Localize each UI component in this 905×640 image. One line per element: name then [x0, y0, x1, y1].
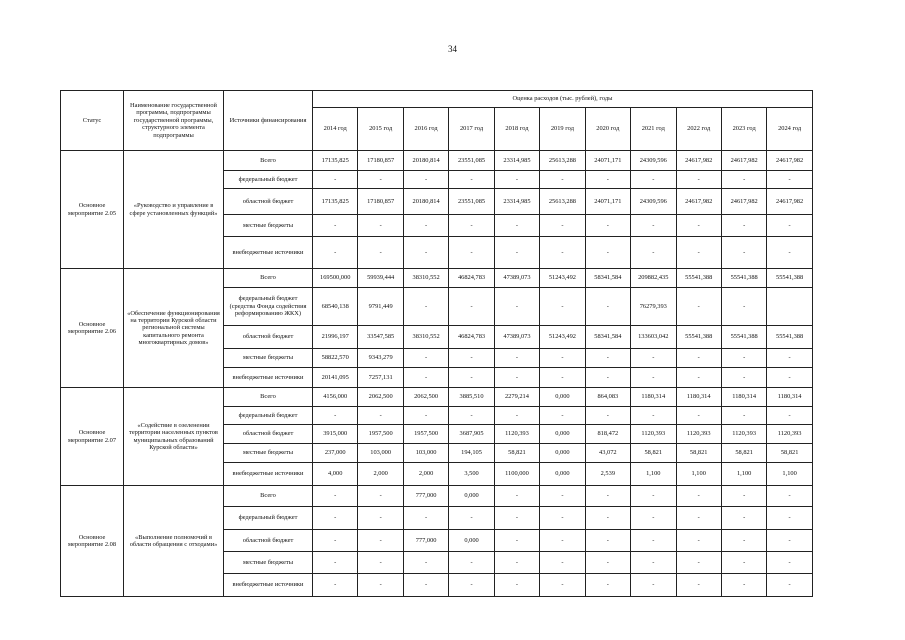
value-cell: - [721, 507, 766, 530]
value-cell: 38310,552 [403, 326, 448, 349]
header-name: Наименование государственной программы, подпрограммы государственной программы, структурного элемента подпрограммы [124, 91, 224, 151]
value-cell: 58,821 [676, 444, 721, 463]
value-cell: - [585, 507, 630, 530]
value-cell: - [403, 171, 448, 189]
value-cell: - [494, 288, 539, 326]
value-cell: - [631, 215, 676, 237]
value-cell: 0,000 [540, 425, 585, 444]
header-year: 2019 год [540, 108, 585, 151]
value-cell: - [676, 486, 721, 507]
value-cell: - [494, 368, 539, 388]
value-cell: 1180,314 [676, 388, 721, 407]
value-cell: 21996,197 [313, 326, 358, 349]
value-cell: - [585, 407, 630, 425]
value-cell: 2062,500 [403, 388, 448, 407]
value-cell: 864,083 [585, 388, 630, 407]
value-cell: - [721, 171, 766, 189]
value-cell: - [585, 237, 630, 269]
status-cell: Основное мероприятие 2.08 [61, 486, 124, 597]
header-estimate: Оценка расходов (тыс. рублей), годы [313, 91, 813, 108]
value-cell: - [631, 349, 676, 368]
value-cell: 55541,388 [721, 269, 766, 288]
value-cell: - [494, 530, 539, 552]
value-cell: 3885,510 [449, 388, 494, 407]
value-cell: - [313, 215, 358, 237]
table-row [61, 151, 813, 171]
value-cell: - [676, 552, 721, 574]
budget-table-body [61, 151, 813, 597]
funding-source-cell: внебюджетные источники [224, 574, 313, 597]
value-cell: - [767, 237, 812, 269]
value-cell: - [358, 574, 403, 597]
value-cell: - [313, 407, 358, 425]
value-cell: - [313, 507, 358, 530]
value-cell: - [585, 552, 630, 574]
value-cell: 1120,393 [494, 425, 539, 444]
header-year: 2024 год [767, 108, 812, 151]
value-cell: - [358, 215, 403, 237]
value-cell: - [631, 171, 676, 189]
page-number: 34 [448, 44, 457, 54]
value-cell: 24309,596 [631, 189, 676, 215]
funding-source-cell: Всего [224, 486, 313, 507]
value-cell: - [540, 507, 585, 530]
value-cell: 194,105 [449, 444, 494, 463]
header-status: Статус [61, 91, 124, 151]
value-cell: - [540, 552, 585, 574]
value-cell: 55541,388 [767, 269, 812, 288]
value-cell: - [676, 171, 721, 189]
funding-source-cell: федеральный бюджет [224, 507, 313, 530]
value-cell: - [449, 288, 494, 326]
value-cell: - [403, 237, 448, 269]
value-cell: - [676, 237, 721, 269]
value-cell: 58822,570 [313, 349, 358, 368]
value-cell: - [676, 574, 721, 597]
value-cell: 169500,000 [313, 269, 358, 288]
value-cell: 0,000 [449, 486, 494, 507]
value-cell: - [721, 486, 766, 507]
value-cell: - [494, 507, 539, 530]
value-cell: 47389,073 [494, 269, 539, 288]
funding-source-cell: внебюджетные источники [224, 368, 313, 388]
value-cell: 0,000 [540, 388, 585, 407]
value-cell: 777,000 [403, 530, 448, 552]
value-cell: 20180,814 [403, 151, 448, 171]
value-cell: 0,000 [540, 463, 585, 486]
value-cell: - [767, 486, 812, 507]
value-cell: - [494, 407, 539, 425]
value-cell: 2,000 [358, 463, 403, 486]
value-cell: - [449, 407, 494, 425]
value-cell: 1120,393 [721, 425, 766, 444]
value-cell: - [494, 574, 539, 597]
value-cell: 24309,596 [631, 151, 676, 171]
value-cell: - [585, 171, 630, 189]
value-cell: 103,000 [358, 444, 403, 463]
value-cell: 7257,131 [358, 368, 403, 388]
value-cell: 24617,982 [721, 189, 766, 215]
value-cell: 3915,000 [313, 425, 358, 444]
value-cell: - [721, 349, 766, 368]
value-cell: - [767, 530, 812, 552]
value-cell: 46824,783 [449, 269, 494, 288]
value-cell: 51243,492 [540, 269, 585, 288]
header-year: 2015 год [358, 108, 403, 151]
value-cell: - [313, 171, 358, 189]
value-cell: 2279,214 [494, 388, 539, 407]
value-cell: 1120,393 [631, 425, 676, 444]
value-cell: - [721, 215, 766, 237]
value-cell [767, 288, 812, 326]
value-cell: - [358, 407, 403, 425]
value-cell: - [631, 407, 676, 425]
value-cell: 23551,085 [449, 151, 494, 171]
value-cell: - [676, 407, 721, 425]
value-cell: - [449, 237, 494, 269]
value-cell: 20180,814 [403, 189, 448, 215]
value-cell: - [585, 349, 630, 368]
value-cell: 237,000 [313, 444, 358, 463]
value-cell: 76279,393 [631, 288, 676, 326]
value-cell: - [631, 530, 676, 552]
value-cell: - [585, 486, 630, 507]
value-cell: - [358, 507, 403, 530]
value-cell: 3,500 [449, 463, 494, 486]
value-cell: 3687,905 [449, 425, 494, 444]
value-cell: - [494, 552, 539, 574]
value-cell: - [676, 349, 721, 368]
funding-source-cell: местные бюджеты [224, 444, 313, 463]
value-cell: 55541,388 [676, 269, 721, 288]
value-cell: - [540, 171, 585, 189]
value-cell: - [631, 552, 676, 574]
value-cell: - [540, 486, 585, 507]
value-cell: - [403, 349, 448, 368]
value-cell: 24617,982 [721, 151, 766, 171]
value-cell: 0,000 [449, 530, 494, 552]
value-cell: - [494, 237, 539, 269]
header-source: Источники финансирования [224, 91, 313, 151]
value-cell: - [676, 288, 721, 326]
value-cell: - [631, 486, 676, 507]
value-cell: 55541,388 [676, 326, 721, 349]
value-cell: - [767, 368, 812, 388]
table-row [61, 269, 813, 288]
value-cell: 1,100 [676, 463, 721, 486]
value-cell: - [767, 349, 812, 368]
value-cell: 58341,584 [585, 326, 630, 349]
value-cell: 20141,095 [313, 368, 358, 388]
value-cell: - [449, 349, 494, 368]
value-cell: - [494, 215, 539, 237]
budget-table [60, 90, 813, 597]
value-cell: - [721, 552, 766, 574]
value-cell: 1,100 [767, 463, 812, 486]
value-cell: - [585, 574, 630, 597]
value-cell: - [540, 530, 585, 552]
header-year: 2022 год [676, 108, 721, 151]
value-cell: 209882,435 [631, 269, 676, 288]
table-row [61, 486, 813, 507]
value-cell: 58341,584 [585, 269, 630, 288]
value-cell: 23314,985 [494, 151, 539, 171]
value-cell: 17135,825 [313, 189, 358, 215]
status-cell: Основное мероприятие 2.07 [61, 388, 124, 486]
value-cell: - [721, 530, 766, 552]
value-cell: - [449, 368, 494, 388]
value-cell: - [313, 530, 358, 552]
value-cell: 24617,982 [767, 189, 812, 215]
value-cell: 1180,314 [767, 388, 812, 407]
value-cell: - [540, 574, 585, 597]
value-cell: 1957,500 [403, 425, 448, 444]
value-cell: - [631, 574, 676, 597]
value-cell: - [313, 486, 358, 507]
header-year: 2018 год [494, 108, 539, 151]
funding-source-cell: Всего [224, 151, 313, 171]
value-cell: - [403, 552, 448, 574]
funding-source-cell: федеральный бюджет (средства Фонда содействия реформированию ЖКХ) [224, 288, 313, 326]
header-year: 2020 год [585, 108, 630, 151]
value-cell: - [540, 237, 585, 269]
value-cell: - [585, 530, 630, 552]
value-cell: 133603,042 [631, 326, 676, 349]
value-cell: 17135,825 [313, 151, 358, 171]
value-cell: 0,000 [540, 444, 585, 463]
value-cell: 2,539 [585, 463, 630, 486]
value-cell: 1100,000 [494, 463, 539, 486]
value-cell: 23314,985 [494, 189, 539, 215]
value-cell: - [403, 407, 448, 425]
funding-source-cell: Всего [224, 269, 313, 288]
value-cell: - [358, 552, 403, 574]
value-cell: - [449, 215, 494, 237]
value-cell: - [358, 530, 403, 552]
funding-source-cell: федеральный бюджет [224, 171, 313, 189]
value-cell: - [403, 288, 448, 326]
value-cell: 25613,288 [540, 151, 585, 171]
value-cell: - [540, 288, 585, 326]
value-cell: - [494, 486, 539, 507]
header-year: 2014 год [313, 108, 358, 151]
value-cell: - [631, 237, 676, 269]
measure-name-cell: «Выполнение полномочий в области обращения с отходами» [124, 486, 224, 597]
funding-source-cell: местные бюджеты [224, 349, 313, 368]
value-cell: - [676, 368, 721, 388]
funding-source-cell: областной бюджет [224, 530, 313, 552]
value-cell: - [767, 552, 812, 574]
value-cell: - [449, 171, 494, 189]
value-cell: - [676, 530, 721, 552]
value-cell: 24617,982 [767, 151, 812, 171]
value-cell: 9343,279 [358, 349, 403, 368]
value-cell: - [767, 215, 812, 237]
value-cell: - [721, 368, 766, 388]
value-cell: 47389,073 [494, 326, 539, 349]
funding-source-cell: областной бюджет [224, 189, 313, 215]
value-cell: - [540, 349, 585, 368]
value-cell: - [313, 237, 358, 269]
value-cell: - [585, 288, 630, 326]
value-cell: - [721, 407, 766, 425]
value-cell: - [449, 552, 494, 574]
funding-source-cell: внебюджетные источники [224, 463, 313, 486]
value-cell: 2062,500 [358, 388, 403, 407]
value-cell: - [585, 215, 630, 237]
status-cell: Основное мероприятие 2.06 [61, 269, 124, 388]
value-cell: 58,821 [767, 444, 812, 463]
header-year: 2017 год [449, 108, 494, 151]
value-cell: - [540, 368, 585, 388]
value-cell: - [449, 507, 494, 530]
value-cell: 24071,171 [585, 151, 630, 171]
value-cell: - [449, 574, 494, 597]
table-row [61, 388, 813, 407]
value-cell: 4,000 [313, 463, 358, 486]
measure-name-cell: «Обеспечение функционирования на территории Курской области региональной системы капитального ремонта многоквартирных домов» [124, 269, 224, 388]
funding-source-cell: Всего [224, 388, 313, 407]
value-cell: - [358, 171, 403, 189]
value-cell: 1120,393 [767, 425, 812, 444]
measure-name-cell: «Содействие в озеленении территории населенных пунктов муниципальных образований Курской области» [124, 388, 224, 486]
value-cell: 24617,982 [676, 189, 721, 215]
funding-source-cell: местные бюджеты [224, 215, 313, 237]
value-cell: 55541,388 [721, 326, 766, 349]
value-cell: - [403, 574, 448, 597]
value-cell: 17180,857 [358, 151, 403, 171]
funding-source-cell: областной бюджет [224, 326, 313, 349]
value-cell: - [403, 368, 448, 388]
value-cell: 59939,444 [358, 269, 403, 288]
value-cell: 24617,982 [676, 151, 721, 171]
value-cell: - [767, 507, 812, 530]
value-cell: - [585, 368, 630, 388]
value-cell: 43,072 [585, 444, 630, 463]
value-cell: 58,821 [631, 444, 676, 463]
value-cell: 4156,000 [313, 388, 358, 407]
value-cell: 1180,314 [721, 388, 766, 407]
header-year: 2016 год [403, 108, 448, 151]
value-cell: 58,821 [494, 444, 539, 463]
funding-source-cell: федеральный бюджет [224, 407, 313, 425]
value-cell: 103,000 [403, 444, 448, 463]
value-cell: 58,821 [721, 444, 766, 463]
value-cell: - [358, 486, 403, 507]
value-cell: - [631, 507, 676, 530]
value-cell: - [721, 574, 766, 597]
value-cell: 1,100 [631, 463, 676, 486]
funding-source-cell: местные бюджеты [224, 552, 313, 574]
value-cell: - [403, 215, 448, 237]
header-year: 2021 год [631, 108, 676, 151]
value-cell: - [721, 237, 766, 269]
value-cell: 1957,500 [358, 425, 403, 444]
value-cell: 1180,314 [631, 388, 676, 407]
value-cell: - [676, 507, 721, 530]
header-year: 2023 год [721, 108, 766, 151]
value-cell: 68540,138 [313, 288, 358, 326]
value-cell: 55541,388 [767, 326, 812, 349]
value-cell: 46824,783 [449, 326, 494, 349]
value-cell: - [403, 507, 448, 530]
value-cell: - [767, 407, 812, 425]
value-cell: 33547,585 [358, 326, 403, 349]
value-cell: - [313, 574, 358, 597]
value-cell: 25613,288 [540, 189, 585, 215]
value-cell: - [721, 288, 766, 326]
value-cell: - [313, 552, 358, 574]
value-cell: 51243,492 [540, 326, 585, 349]
measure-name-cell: «Руководство и управление в сфере установленных функций» [124, 151, 224, 269]
value-cell: - [358, 237, 403, 269]
value-cell: 17180,857 [358, 189, 403, 215]
value-cell: - [540, 215, 585, 237]
value-cell: 818,472 [585, 425, 630, 444]
value-cell: - [494, 171, 539, 189]
funding-source-cell: областной бюджет [224, 425, 313, 444]
value-cell: 38310,552 [403, 269, 448, 288]
value-cell: - [676, 215, 721, 237]
value-cell: - [767, 171, 812, 189]
value-cell: - [631, 368, 676, 388]
status-cell: Основное мероприятие 2.05 [61, 151, 124, 269]
value-cell: - [540, 407, 585, 425]
value-cell: 777,000 [403, 486, 448, 507]
value-cell: 24071,171 [585, 189, 630, 215]
value-cell: - [767, 574, 812, 597]
value-cell: 1120,393 [676, 425, 721, 444]
value-cell: 23551,085 [449, 189, 494, 215]
value-cell: - [494, 349, 539, 368]
funding-source-cell: внебюджетные источники [224, 237, 313, 269]
value-cell: 9791,449 [358, 288, 403, 326]
value-cell: 1,100 [721, 463, 766, 486]
value-cell: 2,000 [403, 463, 448, 486]
